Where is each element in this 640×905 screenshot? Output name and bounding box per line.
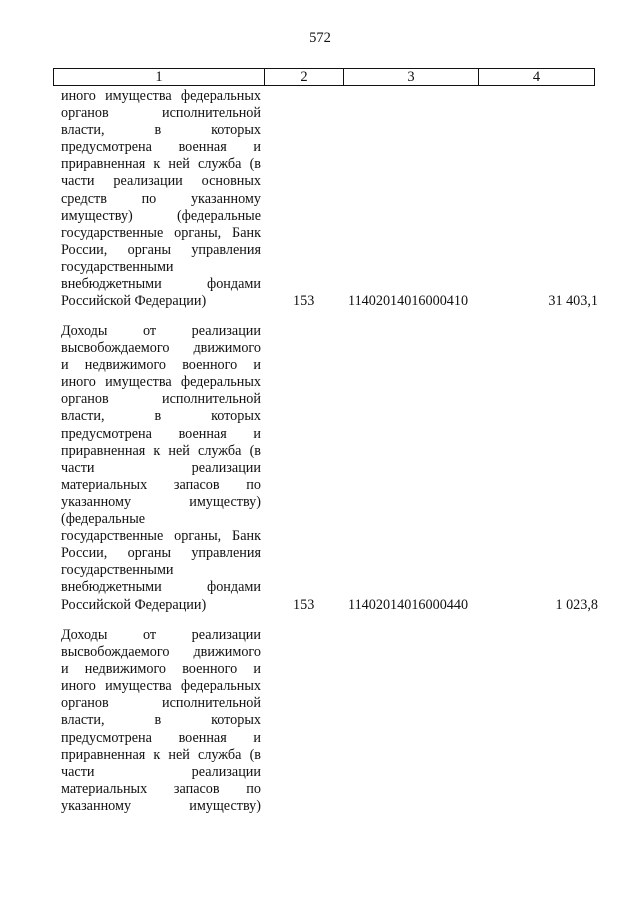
admin-code: 153 [293,293,315,309]
description-line: государственные органы, Банк [61,224,261,241]
description-line: России, органы управления [61,241,261,258]
description-line: власти, в которых [61,408,261,425]
description-line: части реализации [61,763,261,780]
row-description [61,323,261,614]
description-line: органов исполнительной [61,695,261,712]
description-line: Российской Федерации) [61,596,207,613]
description-line: предусмотрена военная и [61,139,261,156]
description-line: указанному имуществу) [61,797,261,814]
description-line: указанному имуществу) [61,493,261,510]
kbk-code: 11402014016000410 [348,293,469,309]
description-line: Доходы от реализации [61,323,261,339]
description-line: иного имущества федеральных [61,88,261,104]
description-line: высвобождаемого движимого [61,340,261,357]
description-line: материальных запасов по [61,780,261,797]
amount: 1 023,8 [555,597,598,613]
description-line: иного имущества федеральных [61,374,261,391]
description-line: власти, в которых [61,122,261,139]
page-number: 572 [309,30,331,46]
description-line: (федеральные [61,511,146,528]
description-line: высвобождаемого движимого [61,644,261,661]
description-line: и недвижимого военного и [61,661,261,678]
description-line: и недвижимого военного и [61,357,261,374]
column-header-2: 2 [264,68,344,86]
description-line: государственными [61,562,174,579]
description-line: внебюджетными фондами [61,579,261,596]
description-line: власти, в которых [61,712,261,729]
amount: 31 403,1 [548,293,598,309]
description-line: предусмотрена военная и [61,425,261,442]
description-line: средств по указанному [61,190,261,207]
description-line: части реализации основных [61,173,261,190]
description-line: государственными [61,258,174,275]
description-line: органов исполнительной [61,391,261,408]
description-line: приравненная к ней служба (в [61,746,261,763]
column-header-1: 1 [53,68,265,86]
description-line: государственные органы, Банк [61,528,261,545]
column-header-3: 3 [343,68,479,86]
description-line: Российской Федерации) [61,293,207,310]
admin-code: 153 [293,597,315,613]
description-line: Доходы от реализации [61,627,261,643]
description-line: приравненная к ней служба (в [61,156,261,173]
description-line: предусмотрена военная и [61,729,261,746]
description-line: России, органы управления [61,545,261,562]
description-line: органов исполнительной [61,105,261,122]
description-line: материальных запасов по [61,476,261,493]
row-description [61,627,261,815]
kbk-code: 11402014016000440 [348,597,469,613]
description-line: внебюджетными фондами [61,276,261,293]
description-line: приравненная к ней служба (в [61,442,261,459]
description-line: иного имущества федеральных [61,678,261,695]
row-description [61,88,261,310]
description-line: части реализации [61,459,261,476]
column-header-4: 4 [478,68,595,86]
description-line: имуществу) (федеральные [61,207,261,224]
